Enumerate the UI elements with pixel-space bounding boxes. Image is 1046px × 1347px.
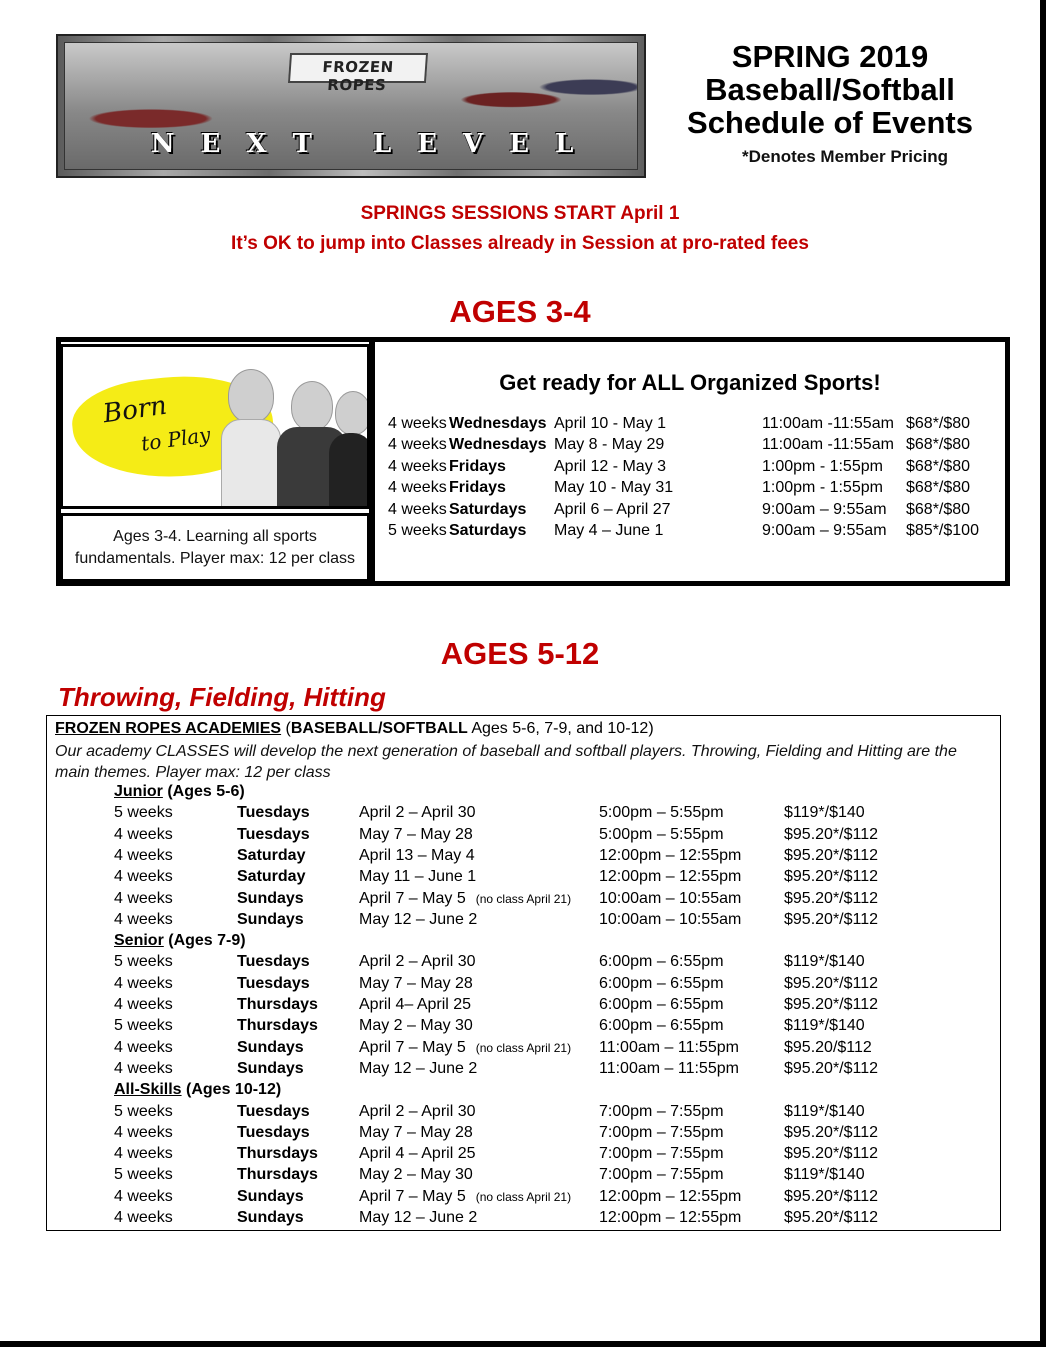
row-time: 6:00pm – 6:55pm xyxy=(599,953,724,971)
group-heading xyxy=(114,783,245,801)
row-time: 7:00pm – 7:55pm xyxy=(599,1166,724,1184)
table-row xyxy=(114,826,914,847)
row-date-range: May 11 – June 1 xyxy=(359,868,477,886)
banner-tagline: NEXT LEVEL xyxy=(150,129,600,159)
row-weeks: 4 weeks xyxy=(114,1145,173,1163)
row-weeks: 4 weeks xyxy=(388,415,447,432)
row-note: (no class April 21) xyxy=(475,1040,572,1055)
row-price: $119*/$140 xyxy=(784,953,865,971)
row-dates: April 12 - May 3 xyxy=(554,457,667,475)
row-price: $95.20*/$112 xyxy=(784,1145,879,1163)
row-date-range: May 2 – May 30 xyxy=(359,1017,473,1035)
row-weeks: 4 weeks xyxy=(114,868,173,886)
table-row xyxy=(114,953,914,974)
row-date-range: May 7 – May 28 xyxy=(359,1123,473,1141)
row-weeks: 4 weeks xyxy=(114,889,173,907)
row-price: $68*/$80 xyxy=(906,415,971,432)
row-day: Thursdays xyxy=(237,996,318,1013)
row-date-range: May 12 – June 2 xyxy=(359,910,478,928)
row-day: Tuesdays xyxy=(237,804,310,822)
row-weeks: 4 weeks xyxy=(114,1187,173,1205)
row-time: 6:00pm – 6:55pm xyxy=(599,974,724,992)
group-ages: (Ages 5-6) xyxy=(162,783,245,800)
row-weeks: 5 weeks xyxy=(388,522,447,539)
row-price: $119*/$140 xyxy=(784,1017,865,1035)
row-date-range: May 7 – May 28 xyxy=(359,974,473,992)
row-day: Saturday xyxy=(237,846,306,864)
group-name: Senior xyxy=(114,932,164,950)
row-day: Tuesdays xyxy=(237,953,310,971)
row-weeks: 4 weeks xyxy=(114,910,173,928)
row-day: Thursdays xyxy=(237,1166,318,1184)
member-pricing-note: *Denotes Member Pricing xyxy=(742,147,948,166)
row-day: Thursdays xyxy=(237,1145,318,1163)
prorated-notice: It’s OK to jump into Classes already in Session at pro-rated fees xyxy=(231,233,809,254)
row-weeks: 4 weeks xyxy=(114,846,173,864)
row-weeks: 4 weeks xyxy=(388,479,447,497)
row-price: $95.20*/$112 xyxy=(784,1123,879,1141)
row-price: $95.20*/$112 xyxy=(784,868,879,886)
row-weeks: 4 weeks xyxy=(114,1123,173,1141)
row-time: 5:00pm – 5:55pm xyxy=(599,804,724,822)
row-dates xyxy=(359,1188,571,1206)
row-price: $95.20*/$112 xyxy=(784,910,879,928)
row-dates xyxy=(359,826,473,844)
row-time: 9:00am – 9:55am xyxy=(762,500,887,518)
row-dates: April 10 - May 1 xyxy=(554,415,667,432)
row-day: Sundays xyxy=(237,1038,304,1056)
throwing-fielding-hitting-heading: Throwing, Fielding, Hitting xyxy=(58,682,386,712)
ages-3-4-description-text xyxy=(63,526,367,570)
academies-header xyxy=(55,720,654,738)
row-time: 1:00pm - 1:55pm xyxy=(762,457,883,475)
academies-sport: BASEBALL/SOFTBALL xyxy=(290,720,468,737)
child-photo-2 xyxy=(291,381,333,431)
row-price: $68*/$80 xyxy=(906,500,971,518)
row-day: Tuesdays xyxy=(237,1123,310,1141)
row-price: $95.20*/$112 xyxy=(784,1209,879,1226)
row-dates xyxy=(359,1103,476,1121)
row-price: $68*/$80 xyxy=(906,479,971,497)
row-weeks: 4 weeks xyxy=(388,457,447,475)
table-row xyxy=(114,1188,914,1209)
to-play-text: to Play xyxy=(139,422,212,456)
row-weeks: 4 weeks xyxy=(114,996,173,1013)
table-row xyxy=(114,1103,914,1124)
table-row xyxy=(114,1060,914,1081)
row-dates xyxy=(359,804,476,822)
ages-3-4-description-line-1: Ages 3-4. Learning all sports xyxy=(113,528,317,545)
ages-3-4-heading: AGES 3-4 xyxy=(449,294,591,329)
row-day: Tuesdays xyxy=(237,825,310,843)
row-dates xyxy=(359,868,476,886)
row-day: Saturdays xyxy=(449,500,527,518)
row-day: Tuesdays xyxy=(237,1102,310,1120)
table-row xyxy=(114,1039,914,1060)
ages-5-12-heading: AGES 5-12 xyxy=(440,636,600,671)
row-dates xyxy=(359,1145,476,1163)
table-row xyxy=(114,1017,914,1038)
group-ages: (Ages 10-12) xyxy=(181,1081,282,1099)
table-row xyxy=(114,1145,914,1166)
row-day: Sundays xyxy=(237,1209,304,1226)
row-weeks: 4 weeks xyxy=(114,974,173,992)
row-price: $119*/$140 xyxy=(784,1102,865,1120)
row-date-range: April 2 – April 30 xyxy=(359,1102,476,1120)
row-price: $95.20*/$112 xyxy=(784,1187,879,1205)
title-line-3: Schedule of Events xyxy=(687,105,973,140)
row-day: Wednesdays xyxy=(449,415,547,432)
row-time: 10:00am – 10:55am xyxy=(599,910,742,928)
born-text: Born xyxy=(101,390,169,430)
row-day: Sundays xyxy=(237,1059,304,1077)
row-day: Wednesdays xyxy=(449,436,547,454)
academies-title: FROZEN ROPES ACADEMIES xyxy=(55,720,282,737)
table-row xyxy=(114,1124,914,1145)
row-date-range: May 12 – June 2 xyxy=(359,1209,478,1226)
row-day: Tuesdays xyxy=(237,974,310,992)
row-time: 7:00pm – 7:55pm xyxy=(599,1123,724,1141)
row-price: $119*/$140 xyxy=(784,1166,865,1184)
child-photo-3 xyxy=(335,391,370,435)
row-time: 7:00pm – 7:55pm xyxy=(599,1102,724,1120)
row-time: 10:00am – 10:55am xyxy=(599,889,742,907)
ages-3-4-description xyxy=(60,513,370,582)
row-day: Thursdays xyxy=(237,1017,318,1035)
row-time: 12:00pm – 12:55pm xyxy=(599,1187,742,1205)
row-dates xyxy=(359,1060,477,1078)
row-dates: May 10 - May 31 xyxy=(554,479,674,497)
row-date-range: April 2 – April 30 xyxy=(359,804,476,822)
row-note: (no class April 21) xyxy=(475,891,572,906)
row-price: $68*/$80 xyxy=(906,436,971,454)
row-weeks: 5 weeks xyxy=(114,1017,173,1035)
row-weeks: 5 weeks xyxy=(114,1166,173,1184)
row-date-range: May 12 – June 2 xyxy=(359,1059,478,1077)
table-row xyxy=(114,1209,914,1230)
row-day: Saturdays xyxy=(449,522,527,539)
title-line-1: SPRING 2019 xyxy=(731,39,929,74)
row-price: $95.20*/$112 xyxy=(784,825,879,843)
row-weeks: 4 weeks xyxy=(388,500,447,518)
row-price: $95.20*/$112 xyxy=(784,996,879,1013)
row-day: Sundays xyxy=(237,889,304,907)
row-dates: May 8 - May 29 xyxy=(554,436,665,454)
row-dates xyxy=(359,1166,473,1184)
row-dates xyxy=(359,975,473,993)
row-dates xyxy=(359,953,476,971)
row-date-range: May 7 – May 28 xyxy=(359,825,473,843)
academies-description: Our academy CLASSES will develop the next generation of baseball and softball players. Throwing, Fielding and Hitting are the main themes. Player max: 12 per class xyxy=(55,743,957,781)
row-price: $68*/$80 xyxy=(906,457,971,475)
row-day: Sundays xyxy=(237,910,304,928)
row-time: 6:00pm – 6:55pm xyxy=(599,1017,724,1035)
row-time: 12:00pm – 12:55pm xyxy=(599,868,742,886)
row-time: 5:00pm – 5:55pm xyxy=(599,825,724,843)
row-weeks: 4 weeks xyxy=(114,1209,173,1226)
row-time: 9:00am – 9:55am xyxy=(762,522,887,539)
row-dates: May 4 – June 1 xyxy=(554,522,664,539)
row-dates xyxy=(359,1039,571,1057)
table-row xyxy=(114,911,914,932)
title-line-2: Baseball/Softball xyxy=(705,72,955,107)
row-date-range: April 7 – May 5 xyxy=(359,1187,466,1205)
row-price: $95.20/$112 xyxy=(784,1038,872,1056)
row-dates xyxy=(359,1017,473,1035)
row-price: $85*/$100 xyxy=(906,522,979,539)
row-date-range: April 13 – May 4 xyxy=(359,846,475,864)
row-time: 12:00pm – 12:55pm xyxy=(599,1209,742,1226)
row-time: 11:00am – 11:55pm xyxy=(599,1038,739,1056)
row-dates xyxy=(359,996,471,1014)
row-weeks: 4 weeks xyxy=(114,1059,173,1077)
group-ages: (Ages 7-9) xyxy=(163,932,246,950)
academies-paren: ( xyxy=(281,720,291,737)
row-day: Fridays xyxy=(449,457,506,475)
banner-logo-text: FROZEN ROPES xyxy=(321,58,395,94)
sessions-start-notice: SPRINGS SESSIONS START April 1 xyxy=(360,203,680,224)
row-day: Saturday xyxy=(237,868,306,886)
child-photo-1 xyxy=(228,369,274,423)
row-price: $119*/$140 xyxy=(784,804,865,822)
row-note: (no class April 21) xyxy=(475,1189,572,1204)
row-date-range: May 2 – May 30 xyxy=(359,1166,473,1184)
row-time: 6:00pm – 6:55pm xyxy=(599,996,724,1013)
row-dates xyxy=(359,890,571,908)
row-time: 11:00am -11:55am xyxy=(762,436,894,454)
row-weeks: 4 weeks xyxy=(114,825,173,843)
table-row xyxy=(114,996,914,1017)
row-weeks: 5 weeks xyxy=(114,1102,173,1120)
table-row xyxy=(114,1166,914,1187)
table-row xyxy=(114,975,914,996)
table-row xyxy=(114,804,914,825)
row-weeks: 4 weeks xyxy=(114,1038,173,1056)
row-dates xyxy=(359,847,475,865)
page-title xyxy=(660,40,1000,139)
row-weeks: 5 weeks xyxy=(114,804,173,822)
row-price: $95.20*/$112 xyxy=(784,974,879,992)
row-date-range: April 2 – April 30 xyxy=(359,953,476,971)
frozen-ropes-banner xyxy=(56,34,646,178)
table-row xyxy=(114,868,914,889)
academies-age-ranges: Ages 5-6, 7-9, and 10-12) xyxy=(471,720,654,737)
born-to-play-image xyxy=(60,344,370,509)
child-body-3 xyxy=(329,433,370,509)
row-time: 11:00am – 11:55pm xyxy=(599,1059,739,1077)
row-day: Sundays xyxy=(237,1187,304,1205)
row-time: 12:00pm – 12:55pm xyxy=(599,846,742,864)
child-body-1 xyxy=(221,419,281,509)
row-day: Fridays xyxy=(449,479,506,497)
ages-3-4-subheading: Get ready for ALL Organized Sports! xyxy=(499,370,881,395)
row-date-range: April 7 – May 5 xyxy=(359,1038,466,1056)
row-dates xyxy=(359,1124,473,1142)
row-weeks: 4 weeks xyxy=(388,436,447,454)
group-heading xyxy=(114,932,246,950)
row-time: 1:00pm - 1:55pm xyxy=(762,479,883,497)
table-row xyxy=(114,890,914,911)
group-name: All-Skills xyxy=(114,1081,182,1099)
row-date-range: April 7 – May 5 xyxy=(359,889,466,907)
group-name: Junior xyxy=(114,783,163,800)
row-price: $95.20*/$112 xyxy=(784,889,879,907)
banner-photo-collage xyxy=(64,42,638,170)
group-heading xyxy=(114,1081,281,1099)
row-date-range: April 4 – April 25 xyxy=(359,1145,476,1163)
row-price: $95.20*/$112 xyxy=(784,846,879,864)
banner-logo xyxy=(288,53,428,94)
row-dates xyxy=(359,1209,477,1227)
row-time: 7:00pm – 7:55pm xyxy=(599,1145,724,1163)
row-date-range: April 4– April 25 xyxy=(359,996,472,1013)
row-dates: April 6 – April 27 xyxy=(554,500,671,518)
ages-3-4-description-line-2: fundamentals. Player max: 12 per class xyxy=(74,550,356,567)
row-dates xyxy=(359,911,477,929)
row-time: 11:00am -11:55am xyxy=(762,415,894,432)
row-price: $95.20*/$112 xyxy=(784,1059,879,1077)
row-weeks: 5 weeks xyxy=(114,953,173,971)
table-row xyxy=(114,847,914,868)
